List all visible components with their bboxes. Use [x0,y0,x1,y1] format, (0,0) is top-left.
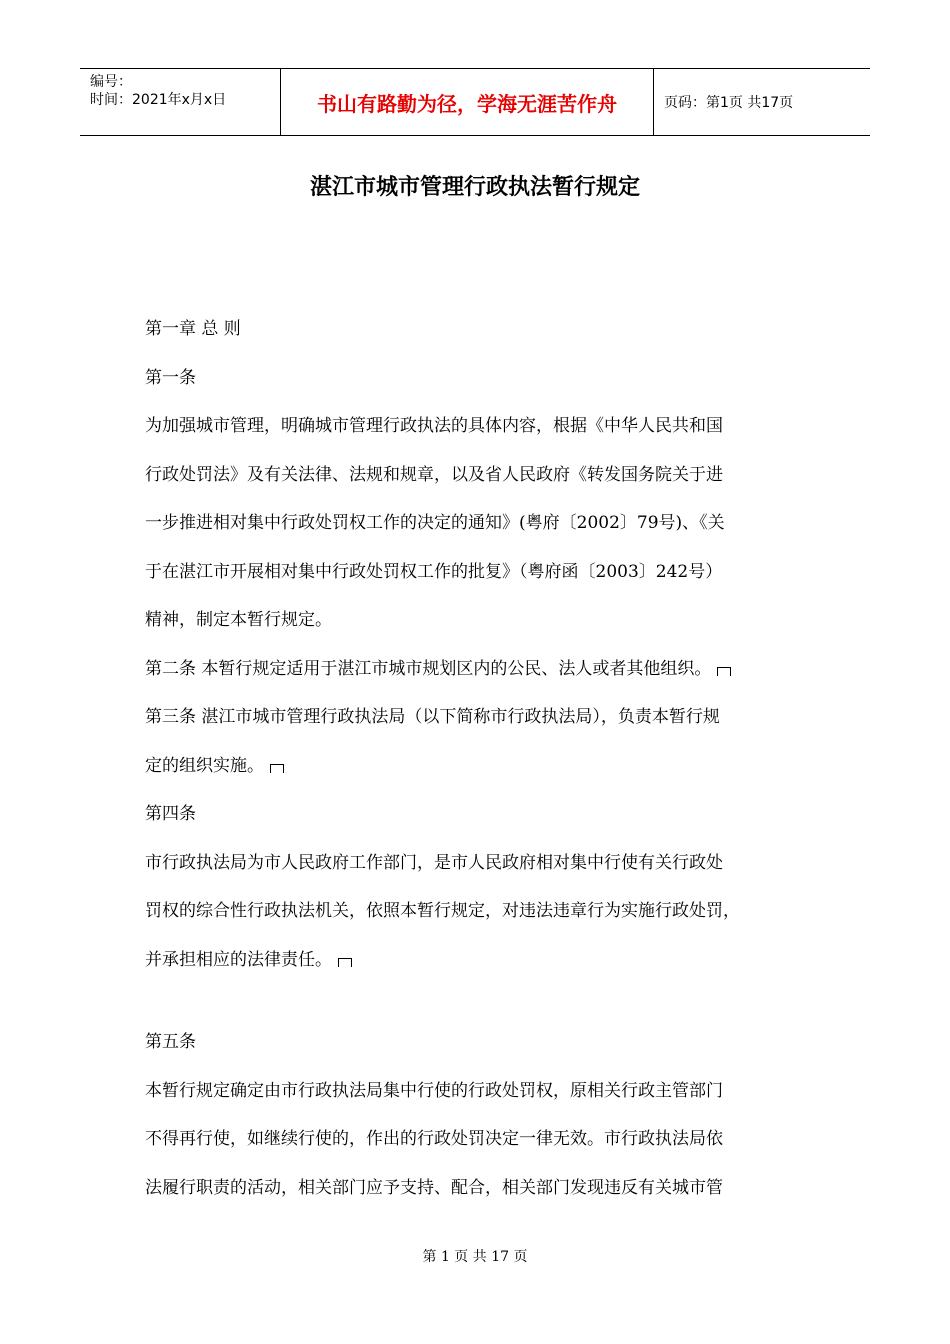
time-label: 时间：2021年x月x日 [90,92,227,108]
article-heading: 第一条 [145,367,196,388]
paragraph-line: 市行政执法局为市人民政府工作部门，是市人民政府相对集中行使有关行政处 [145,852,723,873]
paragraph-line: 一步推进相对集中行政处罚权工作的决定的通知》(粤府〔2002〕79号)、《关 [145,513,725,533]
article-line [145,652,825,701]
paragraph-text: 定的组织实施。 [145,755,264,776]
article-text: 第二条 本暂行规定适用于湛江市城市规划区内的公民、法人或者其他组织。 [145,658,712,679]
page-footer: 第 1 页 共 17 页 [422,1249,528,1265]
header-motto: 书山有路勤为径，学海无涯苦作舟 [281,69,654,135]
return-mark-icon [717,667,731,676]
header-page-code: 页码：第1页 共17页 [664,95,794,111]
paragraph-line: 本暂行规定确定由市行政执法局集中行使的行政处罚权，原相关行政主管部门 [145,1080,723,1101]
article-heading: 第四条 [145,804,196,824]
document-body [145,312,825,1219]
document-title: 湛江市城市管理行政执法暂行规定 [309,175,640,200]
paragraph-line: 不得再行使，如继续行使的，作出的行政处罚决定一律无效。市行政执法局依 [145,1129,723,1149]
number-label: 编号： [90,74,132,90]
paragraph-line [145,749,825,798]
paragraph-line: 行政处罚法》及有关法律、法规和规章，以及省人民政府《转发国务院关于进 [145,464,723,485]
return-mark-icon [338,958,352,967]
paragraph-text: 并承担相应的法律责任。 [145,949,332,970]
article-heading: 第五条 [145,1032,196,1052]
paragraph-line: 于在湛江市开展相对集中行政处罚权工作的批复》（粤府函〔2003〕242号） [145,561,723,582]
paragraph-line: 为加强城市管理，明确城市管理行政执法的具体内容，根据《中华人民共和国 [145,416,723,436]
paragraph-line: 罚权的综合性行政执法机关，依照本暂行规定，对违法违章行为实施行政处罚， [145,901,740,921]
return-mark-icon [270,764,284,773]
header-table [80,68,870,136]
spacer [145,991,825,1025]
chapter-heading: 第一章 总 则 [145,319,241,339]
paragraph-line [145,943,825,992]
header-meta [80,69,281,135]
paragraph-line: 法履行职责的活动，相关部门应予支持、配合，相关部门发现违反有关城市管 [145,1177,723,1198]
article-line: 第三条 湛江市城市管理行政执法局（以下简称市行政执法局），负责本暂行规 [145,707,720,727]
paragraph-line: 精神，制定本暂行规定。 [145,610,332,630]
